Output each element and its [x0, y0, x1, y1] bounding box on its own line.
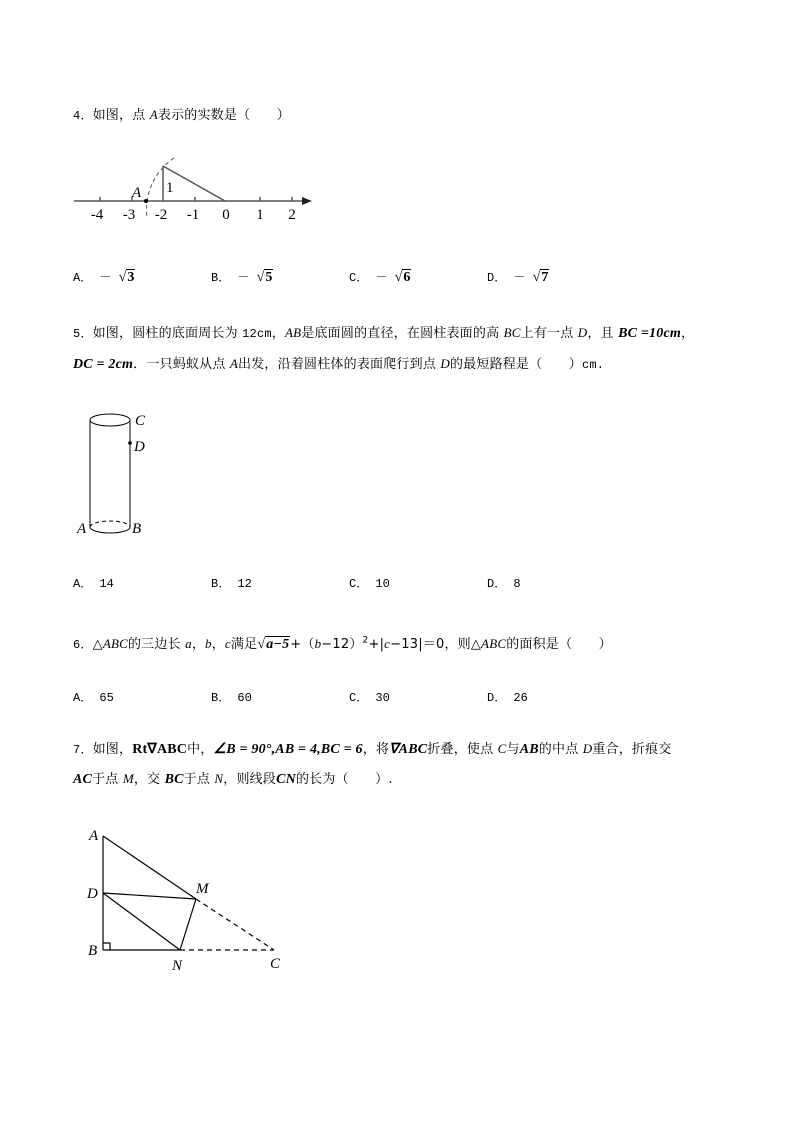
segment-label: 1 — [166, 180, 174, 196]
option-a[interactable]: A． 65 — [73, 691, 114, 705]
svg-text:N: N — [172, 958, 183, 974]
question-6-stem: 6．△ABC的三边长 a，b，c满足$√a-5+(b-12)^2+|c-13|=0$，则△ABC的面积是（ ） — [73, 635, 612, 652]
question-5-line1: 5．如图，圆柱的底面周长为 12cm，AB是底面圆的直径，在圆柱表面的高 BC上有一点 D，且 BC =10cm， — [73, 325, 695, 341]
svg-text:-3: -3 — [122, 207, 136, 223]
option-d[interactable]: D． 26 — [487, 691, 528, 705]
option-c[interactable]: C． 30 — [349, 691, 390, 705]
option-c[interactable]: C． 10 — [349, 577, 390, 591]
point-a-label: A — [132, 185, 142, 201]
svg-text:A: A — [89, 828, 99, 844]
svg-text:-1: -1 — [186, 207, 200, 223]
option-b[interactable]: B． 12 — [211, 577, 252, 591]
var-a: A — [149, 107, 158, 122]
svg-text:2: 2 — [288, 207, 296, 223]
option-a[interactable]: A． － √3 — [73, 270, 135, 285]
text: 如图，点 — [92, 108, 150, 123]
option-a[interactable]: A． 14 — [73, 577, 114, 591]
option-b[interactable]: B． － √5 — [211, 270, 273, 285]
question-number: 4． — [73, 109, 93, 123]
question-5-line2: DC = 2cm．一只蚂蚁从点 A出发，沿着圆柱体的表面爬行到点 D的最短路程是（ ）cm. — [73, 356, 605, 372]
option-c[interactable]: C． － √6 — [349, 270, 411, 285]
option-b[interactable]: B． 60 — [211, 691, 252, 705]
svg-text:D: D — [134, 439, 145, 455]
svg-text:B: B — [88, 943, 98, 959]
svg-text:M: M — [196, 881, 209, 897]
svg-text:1: 1 — [256, 207, 264, 223]
triangle-figure — [103, 836, 274, 950]
text: 表示的实数是（ ） — [157, 108, 290, 123]
svg-text:-4: -4 — [90, 207, 104, 223]
cylinder-figure — [90, 414, 130, 533]
question-7-line2: AC于点 M，交 BC于点 N，则线段CN的长为（ ）. — [73, 771, 393, 787]
svg-text:C: C — [270, 956, 281, 972]
svg-text:A: A — [77, 521, 87, 537]
svg-text:C: C — [135, 413, 146, 429]
question-7-line1: 7．如图，Rt∇ABC中，∠B = 90°,AB = 4,BC = 6，将∇ABC折叠，使点 C与AB的中点 D重合，折痕交 — [73, 741, 672, 757]
svg-text:0: 0 — [222, 207, 230, 223]
svg-text:D: D — [87, 886, 98, 902]
svg-text:-2: -2 — [154, 207, 168, 223]
svg-text:B: B — [132, 521, 142, 537]
option-d[interactable]: D． － √7 — [487, 270, 549, 285]
option-d[interactable]: D． 8 — [487, 577, 521, 591]
